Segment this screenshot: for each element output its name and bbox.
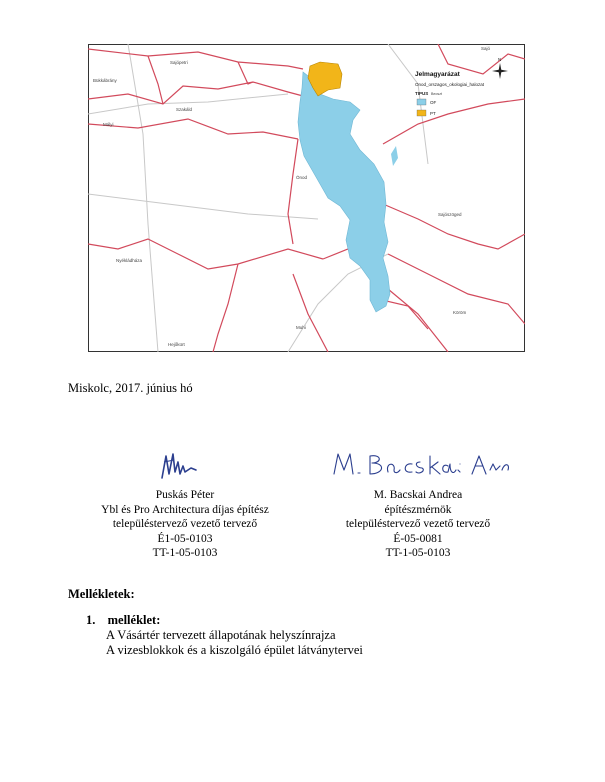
place-label: Nyékládháza xyxy=(116,258,143,263)
attachment-item xyxy=(86,613,160,628)
signature-block-right xyxy=(320,488,516,561)
ecological-network-map xyxy=(88,44,525,352)
signer-id: TT-1-05-0103 xyxy=(152,547,218,559)
legend-item-pt: PT xyxy=(430,111,436,116)
place-label: Sajópetri xyxy=(170,60,188,65)
signer-name: Puskás Péter xyxy=(155,489,215,501)
place-label: Szakáld xyxy=(176,107,193,112)
legend-type-label: TIPUS xyxy=(415,91,429,96)
signer-id: É-05-0081 xyxy=(393,532,443,545)
signer-role: településtervező vezető tervező xyxy=(345,518,491,530)
signer-title: Ybl és Pro Architectura díjas építész xyxy=(101,503,269,516)
legend-subtitle: Onod_orszagos_okologiai_halozat xyxy=(415,82,485,87)
attachment-line: A vizesblokkok és a kiszolgáló épület látványtervei xyxy=(106,643,363,657)
signature-bacskai xyxy=(330,448,510,480)
place-label: Mályi xyxy=(103,122,114,127)
signer-id: É1-05-0103 xyxy=(157,532,213,545)
legend-swatch-of xyxy=(417,99,426,105)
legend-item-of: OF xyxy=(430,100,437,105)
place-label: Ónod xyxy=(296,175,308,180)
place-label: Muhi xyxy=(296,325,306,330)
signer-title: építészmérnök xyxy=(384,503,452,516)
place-label: Bükkábrány xyxy=(93,78,117,83)
place-label: Sajószöged xyxy=(438,212,462,217)
attachment-number: 1. xyxy=(86,613,96,627)
compass-north-label: N xyxy=(498,57,502,62)
place-label: Sajó xyxy=(481,46,491,51)
attachment-title: melléklet: xyxy=(107,613,161,627)
place-label: Hejőkürt xyxy=(168,342,185,347)
attachments-heading: Mellékletek: xyxy=(68,587,135,601)
signer-role: településtervező vezető tervező xyxy=(112,518,258,530)
signer-name: M. Bacskai Andrea xyxy=(373,489,463,501)
legend-title: Jelmagyarázat xyxy=(415,71,460,78)
legend-swatch-pt xyxy=(417,110,426,116)
legend-type-sub: Beoszt xyxy=(431,92,442,96)
place-label: Köröm xyxy=(453,310,467,315)
signer-id: TT-1-05-0103 xyxy=(385,547,451,559)
signature-block-left xyxy=(78,488,292,561)
signature-puskas xyxy=(158,448,200,484)
place-date: Miskolc, 2017. június hó xyxy=(68,381,193,395)
attachment-line: A Vásártér tervezett állapotának helyszínrajza xyxy=(106,628,336,642)
